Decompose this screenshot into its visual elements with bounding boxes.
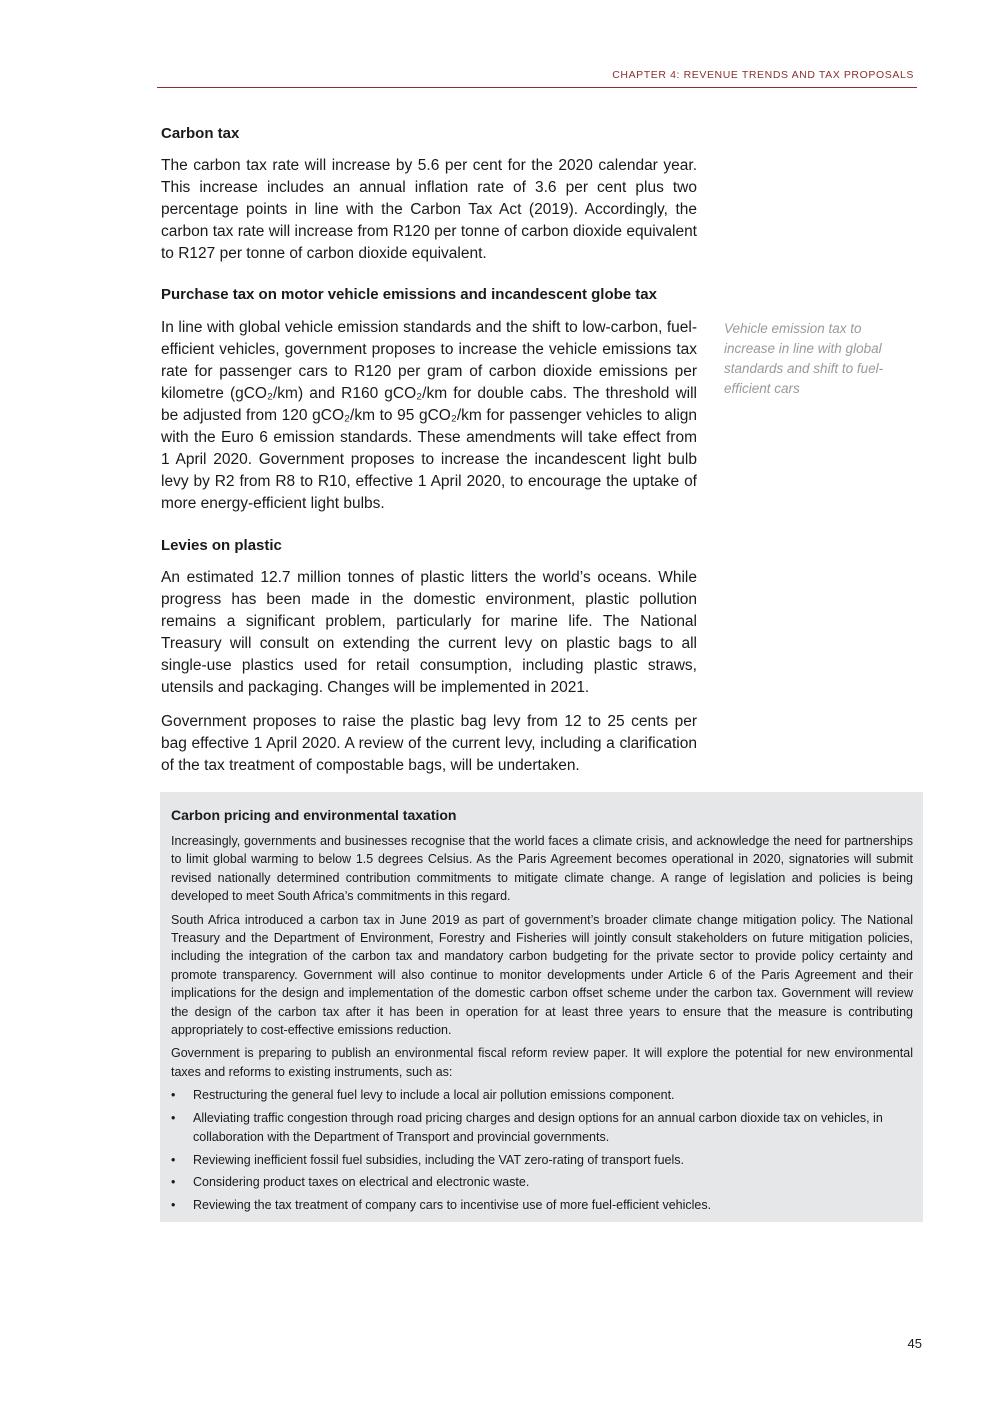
box-paragraph-2: South Africa introduced a carbon tax in June 2019 as part of government’s broader climate change mitigation policy. The National Treasury and the Department of Environment, Forestry and Fisheries will jointly consult stakeholders on future mitigation policies, including the integration of the carbon tax and mandatory carbon budgeting for the private sector to provide policy certainty and promote transparency. Government will also continue to monitor developments under Article 6 of the Paris Agreement and their implications for the design and implementation of the domestic carbon offset scheme under the carbon tax. Government will review the design of the carbon tax after it has been in operation for at least three years to ensure that the measure is contributing appropriately to cost-effective emissions reduction.: [171, 912, 913, 1038]
plastic-paragraph-2: Government proposes to raise the plastic bag levy from 12 to 25 cents per bag effective 1 April 2020. A review of the current levy, including a clarification of the tax treatment of compostable bags, will be undertaken.: [161, 713, 697, 774]
chapter-header: CHAPTER 4: REVENUE TRENDS AND TAX PROPOSALS: [612, 69, 914, 81]
margin-note: Vehicle emission tax to increase in line with global standards and shift to fuel-efficient cars: [724, 321, 884, 396]
page-number: 45: [907, 1336, 922, 1351]
bullet-icon: •: [171, 1198, 176, 1213]
plastic-paragraph-1: An estimated 12.7 million tonnes of plastic litters the world’s oceans. While progress has been made in the domestic environment, plastic pollution remains a significant problem, particularly for marine life. The National Treasury will consult on extending the current levy on plastic bags to all single-use plastics used for retail consumption, including plastic straws, utensils and packaging. Changes will be implemented in 2021.: [161, 569, 697, 696]
carbon-tax-paragraph: The carbon tax rate will increase by 5.6 per cent for the 2020 calendar year. This increase includes an annual inflation rate of 3.6 per cent plus two percentage points in line with the Carbon Tax Act (2019). Accordingly, the carbon tax rate will increase from R120 per tonne of carbon dioxide equivalent to R127 per tonne of carbon dioxide equivalent.: [161, 157, 697, 262]
list-item-text: Reviewing the tax treatment of company cars to incentivise use of more fuel-efficient vehicles.: [193, 1198, 712, 1213]
list-item: [171, 1196, 913, 1214]
bullet-icon: •: [171, 1175, 176, 1190]
bullet-icon: •: [171, 1111, 176, 1126]
info-box: [160, 792, 923, 1222]
bullet-icon: •: [171, 1088, 176, 1103]
list-item-text: Considering product taxes on electrical and electronic waste.: [193, 1175, 530, 1190]
main-content: [161, 124, 697, 777]
box-paragraph-1: Increasingly, governments and businesses recognise that the world faces a climate crisis, and acknowledge the need for partnerships to limit global warming to below 1.5 degrees Celsius. As the Paris Agreement becomes operational in 2020, signatories will submit revised nationally determined contribution commitments to mitigate climate change. A range of legislation and policies is being developed to meet South Africa’s commitments in this regard.: [171, 834, 913, 904]
purchase-tax-paragraph: In line with global vehicle emission standards and the shift to low-carbon, fuel-efficient vehicles, government proposes to increase the vehicle emissions tax rate for passenger cars to R120 per gram of carbon dioxide emissions per kilometre (gCO₂/km) and R160 gCO₂/km for double cabs. The threshold will be adjusted from 120 gCO₂/km to 95 gCO₂/km for passenger vehicles to align with the Euro 6 emission standards. These amendments will take effect from 1 April 2020. Government proposes to increase the incandescent light bulb levy by R2 from R8 to R10, effective 1 April 2020, to encourage the uptake of more energy-efficient light bulbs.: [161, 319, 697, 512]
box-paragraph-3: Government is preparing to publish an environmental fiscal reform review paper. It will explore the potential for new environmental taxes and reforms to existing instruments, such as:: [171, 1046, 913, 1079]
box-bullet-list: [171, 1086, 913, 1214]
list-item: [171, 1109, 913, 1146]
box-heading: Carbon pricing and environmental taxation: [171, 807, 457, 823]
bullet-icon: •: [171, 1152, 176, 1167]
list-item: [171, 1173, 913, 1191]
section-heading-carbon-tax: Carbon tax: [161, 125, 240, 142]
list-item-text: Restructuring the general fuel levy to include a local air pollution emissions component.: [193, 1088, 675, 1103]
header-divider: [157, 87, 917, 88]
section-heading-plastic: Levies on plastic: [161, 537, 282, 554]
list-item: [171, 1151, 913, 1169]
section-heading-purchase-tax: Purchase tax on motor vehicle emissions and incandescent globe tax: [161, 286, 657, 303]
list-item: [171, 1086, 913, 1104]
list-item-text: Reviewing inefficient fossil fuel subsidies, including the VAT zero-rating of transport fuels.: [193, 1152, 684, 1167]
list-item-text: Alleviating traffic congestion through road pricing charges and design options for an annual carbon dioxide tax on vehicles, in collaboration with the Department of Transport and provincial governments.: [193, 1111, 883, 1144]
